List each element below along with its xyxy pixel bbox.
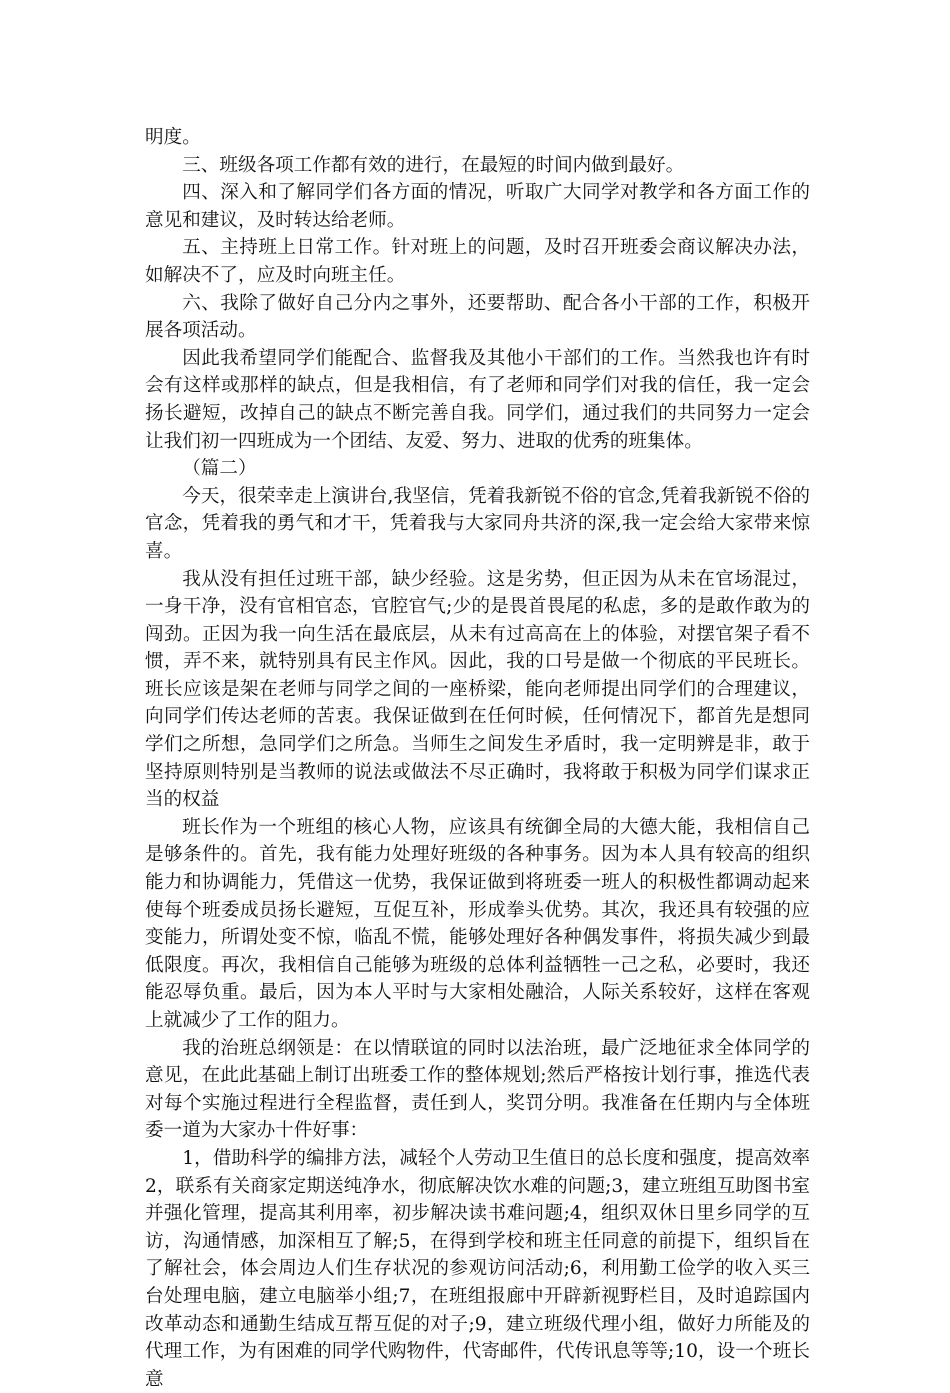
paragraph: 六、我除了做好自己分内之事外，还要帮助、配合各小干部的工作，积极开展各项活动。	[145, 292, 810, 342]
paragraph: 明度。	[145, 127, 201, 148]
paragraph: 今天，很荣幸走上演讲台,我坚信，凭着我新锐不俗的官念,凭着我新锐不俗的官念，凭着我的勇气和才干，凭着我与大家同舟共济的深,我一定会给大家带来惊喜。	[145, 485, 810, 562]
paragraph: 我从没有担任过班干部，缺少经验。这是劣势，但正因为从未在官场混过，一身干净，没有官相官态，官腔官气;少的是畏首畏尾的私虑，多的是敢作敢为的闯劲。正因为我一向生活在最底层，从未有过高高在上的体验，对摆官架子看不惯，弄不来，就特别具有民主作风。因此，我的口号是做一个彻底的平民班长。班长应该是架在老师与同学之间的一座桥梁，能向老师提出同学们的合理建议，向同学们传达老师的苦衷。我保证做到在任何时候，任何情况下，都首先是想同学们之所想，急同学们之所急。当师生之间发生矛盾时，我一定明辨是非，敢于坚持原则特别是当教师的说法或做法不尽正确时，我将敢于积极为同学们谋求正当的权益	[145, 568, 810, 811]
paragraph: 因此我希望同学们能配合、监督我及其他小干部们的工作。当然我也许有时会有这样或那样的缺点，但是我相信，有了老师和同学们对我的信任，我一定会扬长避短，改掉自己的缺点不断完善自我。同学们，通过我们的共同努力一定会让我们初一四班成为一个团结、友爱、努力、进取的优秀的班集体。	[145, 347, 810, 452]
document-body	[145, 124, 810, 1393]
paragraph: 五、主持班上日常工作。针对班上的问题，及时召开班委会商议解决办法，如解决不了，应及时向班主任。	[145, 237, 810, 286]
paragraph: 班长作为一个班组的核心人物，应该具有统御全局的大德大能，我相信自己是够条件的。首先，我有能力处理好班级的各种事务。因为本人具有较高的组织能力和协调能力，凭借这一优势，我保证做到将班委一班人的积极性都调动起来使每个班委成员扬长避短，互促互补，形成拳头优势。其次，我还具有较强的应变能力，所谓处变不惊，临乱不慌，能够处理好各种偶发事件，将损失减少到最低限度。再次，我相信自己能够为班级的总体利益牺牲一己之私，必要时，我还能忍辱负重。最后，因为本人平时与大家相处融洽，人际关系较好，这样在客观上就减少了工作的阻力。	[145, 816, 810, 1031]
paragraph: 三、班级各项工作都有效的进行，在最短的时间内做到最好。	[182, 154, 685, 176]
paragraph: 四、深入和了解同学们各方面的情况，听取广大同学对教学和各方面工作的意见和建议，及时转达给老师。	[145, 182, 810, 231]
paragraph: 1，借助科学的编排方法，减轻个人劳动卫生值日的总长度和强度，提高效率2，联系有关商家定期送纯净水，彻底解决饮水难的问题;3，建立班组互助图书室并强化管理，提高其利用率，初步解决读书难问题;4，组织双休日里乡同学的互访，沟通情感，加深相互了解;5，在得到学校和班主任同意的前提下，组织旨在了解社会，体会周边人们生存状况的参观访问活动;6，利用勤工俭学的收入买三台处理电脑，建立电脑举小组;7，在班组报廊中开辟新视野栏目，及时追踪国内改革动态和通勤生结成互帮互促的对子;9，建立班级代理小组，做好力所能及的代理工作，为有困难的同学代购物件，代寄邮件，代传讯息等等;10，设一个班长意	[145, 1147, 810, 1390]
paragraph: 我的治班总纲领是：在以情联谊的同时以法治班，最广泛地征求全体同学的意见，在此此基础上制订出班委工作的整体规划;然后严格按计划行事，推选代表对每个实施过程进行全程监督，责任到人，奖罚分明。我准备在任期内与全体班委一道为大家办十件好事：	[145, 1037, 810, 1142]
section-heading: （篇二）	[182, 458, 257, 480]
